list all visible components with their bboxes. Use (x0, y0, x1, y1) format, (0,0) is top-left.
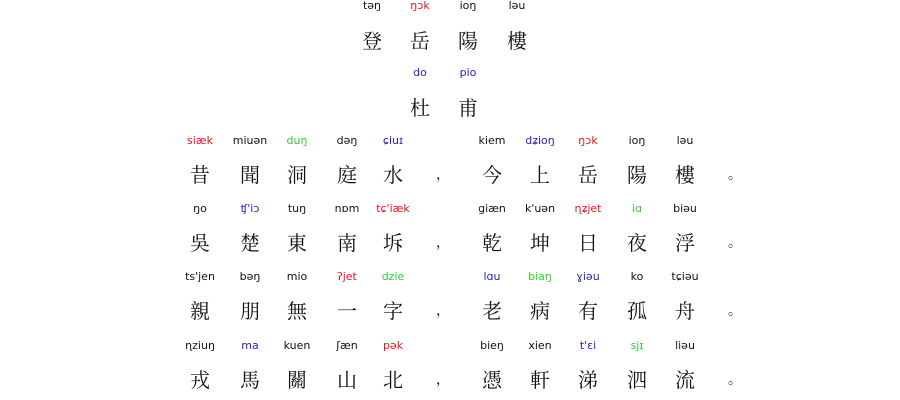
line-character: 庭 (337, 163, 357, 187)
title-romanization: ŋɔk (410, 0, 430, 12)
line-character: 夜 (627, 231, 647, 255)
line-character: 吳 (190, 231, 210, 255)
line-character: 坼 (383, 231, 403, 255)
line-period: 。 (728, 372, 742, 388)
author-character: 杜 (410, 96, 430, 120)
line-character: 南 (337, 231, 357, 255)
line-character: 聞 (240, 163, 260, 187)
line-period: 。 (728, 303, 742, 319)
line-romanization: ts'jen (185, 270, 215, 283)
line-romanization: ɕiuɪ (382, 134, 404, 147)
line-character: 無 (287, 299, 307, 323)
line-character: 朋 (240, 299, 260, 323)
line-character: 軒 (530, 368, 550, 392)
line-romanization: dʑioŋ (525, 134, 555, 147)
line-character: 上 (530, 163, 550, 187)
line-romanization: ioŋ (628, 134, 646, 147)
line-romanization: liəu (675, 339, 695, 352)
title-character: 陽 (458, 29, 478, 53)
line-character: 馬 (240, 368, 260, 392)
line-character: 水 (383, 163, 403, 187)
line-romanization: t'ɛi (579, 339, 597, 352)
author-romanization: pio (459, 66, 477, 79)
line-romanization: ɣiəu (576, 270, 600, 283)
line-character: 樓 (675, 163, 695, 187)
line-romanization: ŋo (193, 202, 207, 215)
line-character: 坤 (530, 231, 550, 255)
line-romanization: ma (241, 339, 259, 352)
line-romanization: lɑu (483, 270, 501, 283)
line-character: 今 (482, 163, 502, 187)
line-character: 流 (675, 368, 695, 392)
line-character: 孤 (627, 299, 647, 323)
line-romanization: ŋɔk (578, 134, 598, 147)
line-character: 山 (337, 368, 357, 392)
title-character: 岳 (410, 29, 430, 53)
line-period: 。 (728, 235, 742, 251)
line-romanization: k'uən (524, 202, 556, 215)
line-character: 北 (383, 368, 403, 392)
line-romanization: dzie (381, 270, 405, 283)
line-comma: ， (436, 167, 450, 183)
line-character: 洞 (287, 163, 307, 187)
line-romanization: ləu (676, 134, 694, 147)
title-character: 登 (362, 29, 382, 53)
line-character: 病 (530, 299, 550, 323)
line-romanization: giæn (478, 202, 506, 215)
line-romanization: nɒm (334, 202, 360, 215)
line-romanization: siæk (187, 134, 213, 147)
line-romanization: mio (286, 270, 308, 283)
title-romanization: ioŋ (459, 0, 477, 12)
line-character: 有 (578, 299, 598, 323)
title-character: 樓 (507, 29, 527, 53)
author-character: 甫 (458, 96, 478, 120)
line-romanization: ʃæn (336, 339, 358, 352)
line-character: 陽 (627, 163, 647, 187)
line-romanization: ko (630, 270, 644, 283)
line-romanization: duŋ (286, 134, 308, 147)
line-romanization: biaŋ (528, 270, 552, 283)
line-romanization: tuŋ (287, 202, 307, 215)
line-romanization: bəŋ (239, 270, 261, 283)
line-character: 憑 (482, 368, 502, 392)
line-romanization: xien (528, 339, 552, 352)
line-character: 一 (337, 299, 357, 323)
line-romanization: pək (382, 339, 404, 352)
line-romanization: ɳʑjet (574, 202, 602, 215)
line-character: 老 (482, 299, 502, 323)
line-romanization: ɳziuŋ (185, 339, 215, 352)
title-romanization: ləu (508, 0, 526, 12)
line-romanization: dəŋ (336, 134, 358, 147)
author-romanization: do (413, 66, 427, 79)
line-character: 楚 (240, 231, 260, 255)
line-romanization: ʧ'iɔ (240, 202, 260, 215)
line-character: 舟 (675, 299, 695, 323)
line-character: 日 (578, 231, 598, 255)
line-character: 親 (190, 299, 210, 323)
line-comma: ， (436, 372, 450, 388)
line-character: 字 (383, 299, 403, 323)
line-romanization: sjɪ (630, 339, 644, 352)
line-romanization: kuen (283, 339, 311, 352)
line-period: 。 (728, 167, 742, 183)
line-romanization: tɕ'iæk (376, 202, 410, 215)
line-comma: ， (436, 303, 450, 319)
line-character: 岳 (578, 163, 598, 187)
line-romanization: miuən (232, 134, 268, 147)
line-character: 東 (287, 231, 307, 255)
line-character: 關 (287, 368, 307, 392)
title-romanization: təŋ (362, 0, 382, 12)
line-comma: ， (436, 235, 450, 251)
line-character: 昔 (190, 163, 210, 187)
line-romanization: kiem (478, 134, 506, 147)
line-character: 戎 (190, 368, 210, 392)
line-character: 泗 (627, 368, 647, 392)
line-character: 涕 (578, 368, 598, 392)
line-romanization: bieŋ (480, 339, 504, 352)
line-romanization: ʔjet (337, 270, 357, 283)
line-romanization: biəu (673, 202, 697, 215)
line-romanization: iɑ (631, 202, 643, 215)
line-character: 浮 (675, 231, 695, 255)
line-character: 乾 (482, 231, 502, 255)
line-romanization: tɕiəu (671, 270, 699, 283)
